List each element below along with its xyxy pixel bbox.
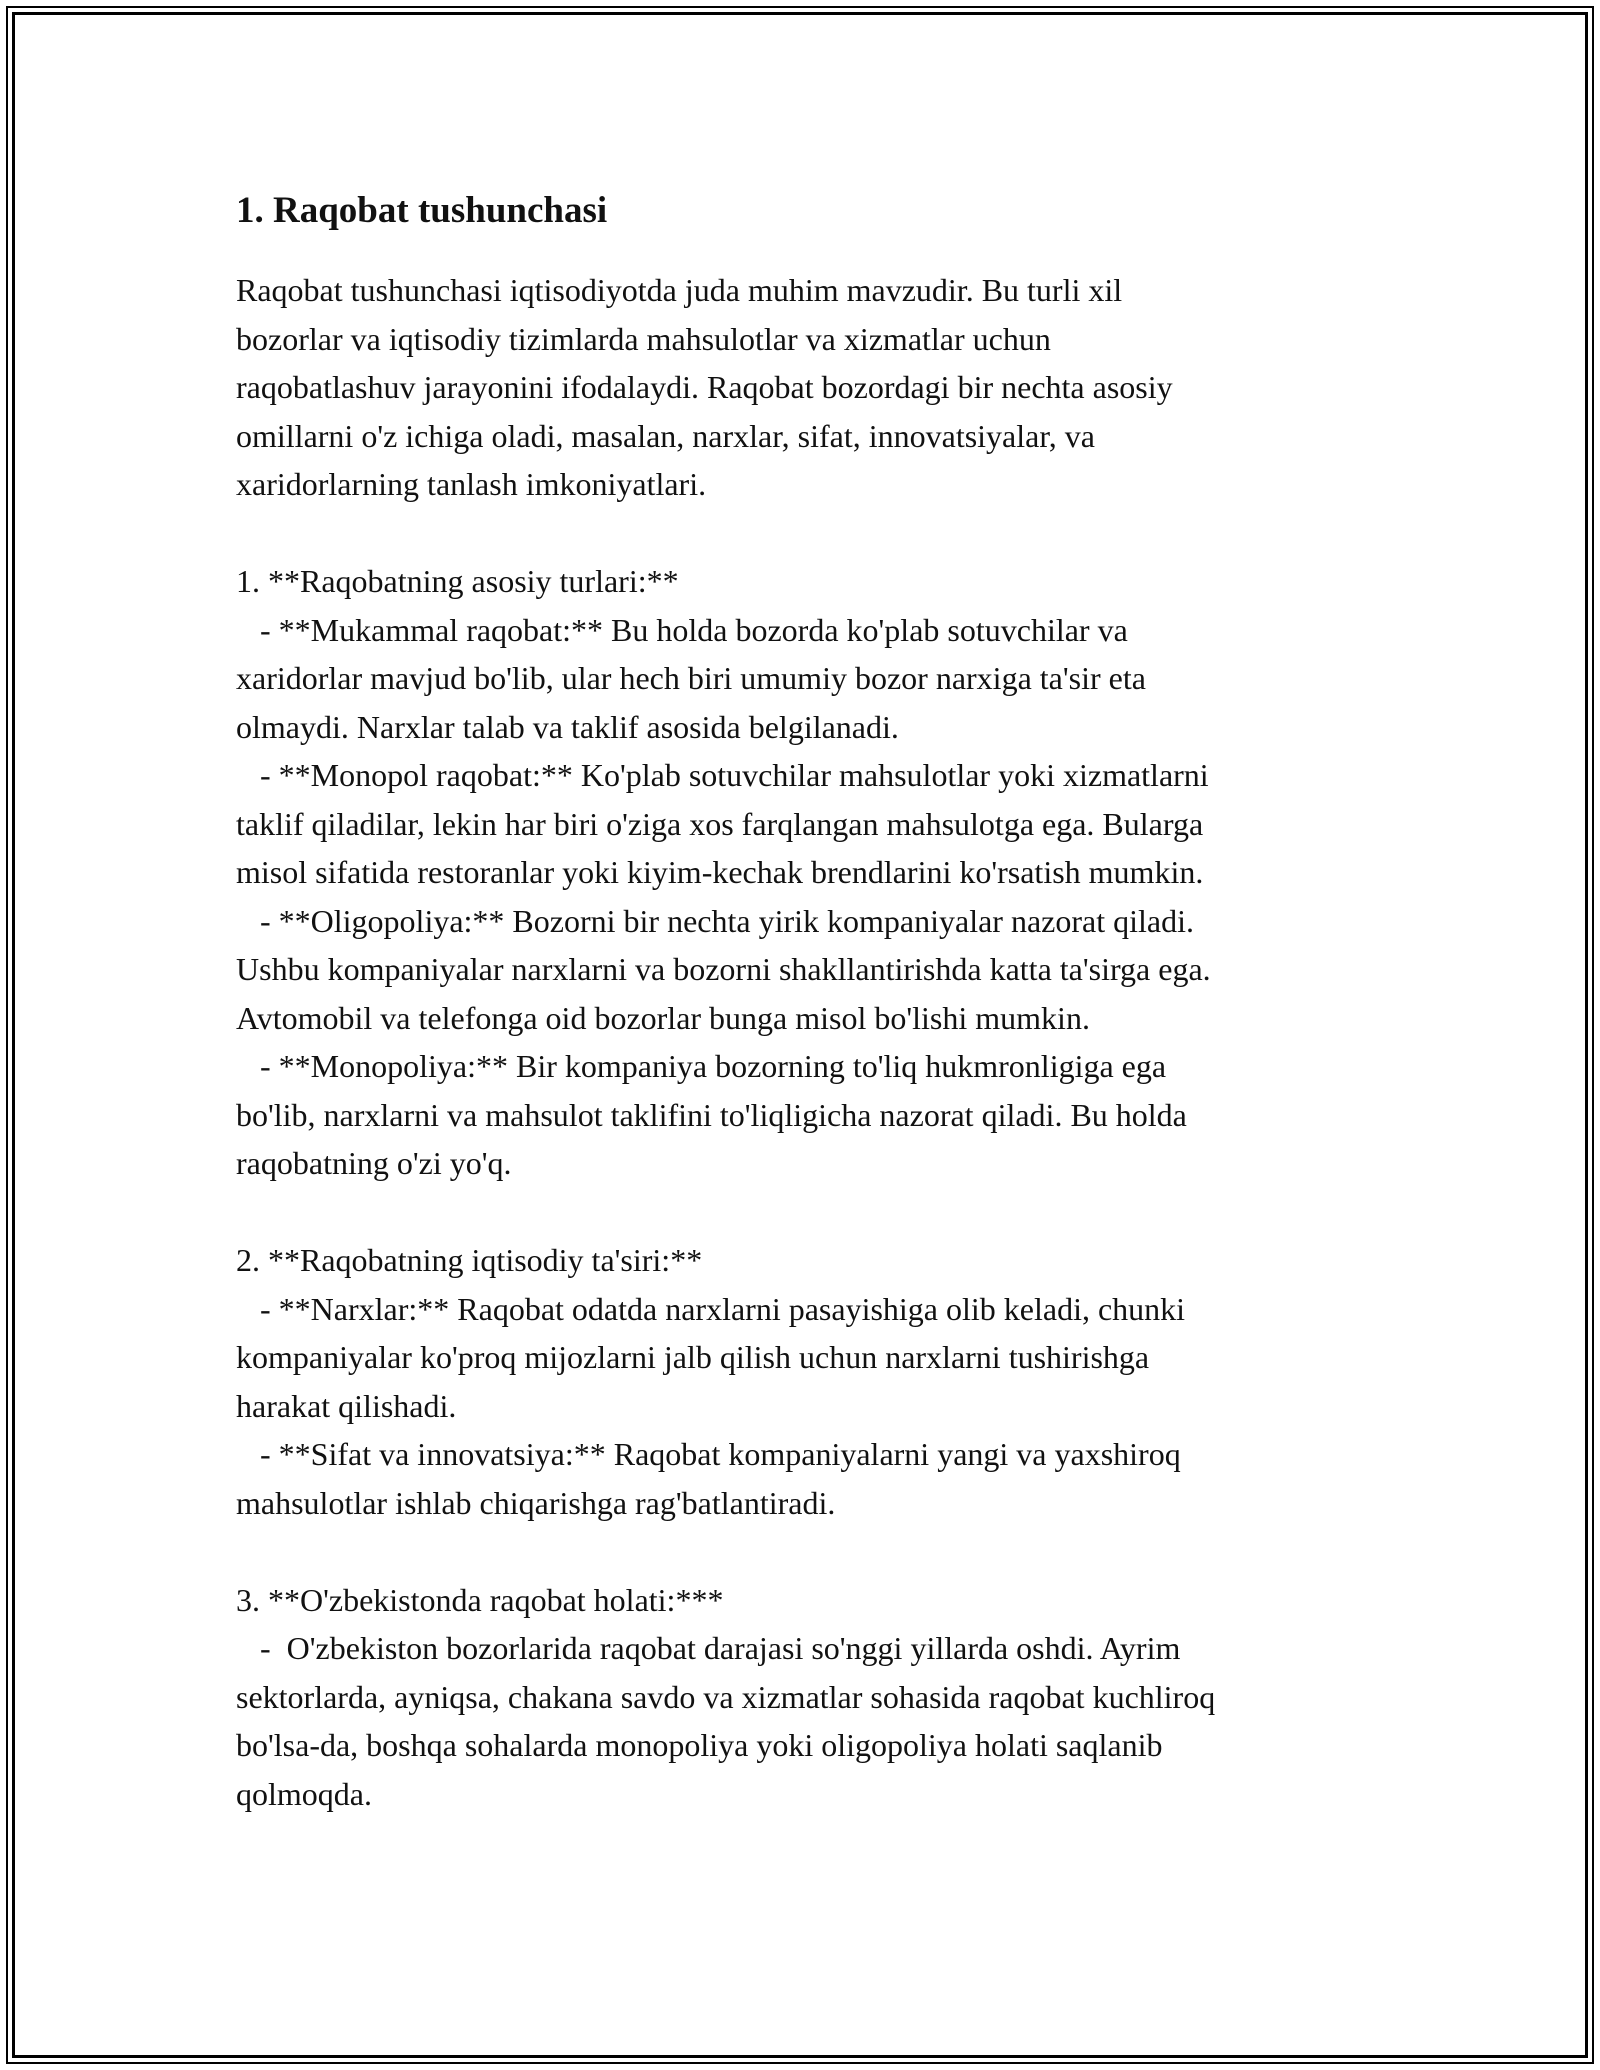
- list-item: - **Mukammal raqobat:** Bu holda bozorda ko'plab sotuvchilar va xaridorlar mavjud bo'lib, ular hech biri umumiy bozor narxiga ta'sir eta olmaydi. Narxlar talab va taklif asosida belgilanadi.: [236, 611, 1146, 745]
- spacer: [236, 509, 1376, 558]
- section-uzbekistan-status: [236, 1576, 1376, 1819]
- document-title: 1. Raqobat tushunchasi: [236, 190, 608, 231]
- section-heading: 3. **O'zbekistonda raqobat holati:***: [236, 1581, 724, 1618]
- list-item: - **Sifat va innovatsiya:** Raqobat kompaniyalarni yangi va yaxshiroq mahsulotlar ishlab chiqarishga rag'batlantiradi.: [236, 1436, 1181, 1521]
- document-body: [236, 186, 1376, 1818]
- section-economic-impact: [236, 1236, 1376, 1527]
- section-heading: 1. **Raqobatning asosiy turlari:**: [236, 563, 679, 599]
- list-item: - **Oligopoliya:** Bozorni bir nechta yirik kompaniyalar nazorat qiladi. Ushbu kompaniyalar narxlarni va bozorni shakllantirishda katta ta'sirga ega. Avtomobil va telefonga oid bozorlar bunga misol bo'lishi mumkin.: [236, 902, 1211, 1036]
- intro-paragraph: Raqobat tushunchasi iqtisodiyotda juda muhim mavzudir. Bu turli xil bozorlar va iqtisodiy tizimlarda mahsulotlar va xizmatlar uchun raqobatlashuv jarayonini ifodalaydi. Raqobat bozordagi bir nechta asosiy omillarni o'z ichiga oladi, masalan, narxlar, sifat, innovatsiyalar, va xaridorlarning tanlash imkoniyatlari.: [236, 272, 1173, 502]
- section-competition-types: [236, 557, 1376, 1188]
- spacer: [236, 1527, 1376, 1576]
- section-heading: 2. **Raqobatning iqtisodiy ta'siri:**: [236, 1242, 703, 1278]
- list-item: - O'zbekiston bozorlarida raqobat darajasi so'nggi yillarda oshdi. Ayrim sektorlarda, ayniqsa, chakana savdo va xizmatlar sohasida raqobat kuchliroq bo'lsa-da, boshqa sohalarda monopoliya yoki oligopoliya holati saqlanib qolmoqda.: [236, 1630, 1216, 1812]
- list-item: - **Narxlar:** Raqobat odatda narxlarni pasayishiga olib keladi, chunki kompaniyalar ko'proq mijozlarni jalb qilish uchun narxlarni tushirishga harakat qilishadi.: [236, 1290, 1186, 1424]
- list-item: - **Monopoliya:** Bir kompaniya bozorning to'liq hukmronligiga ega bo'lib, narxlarni va mahsulot taklifini to'liqligicha nazorat qiladi. Bu holda raqobatning o'zi yo'q.: [236, 1048, 1187, 1181]
- list-item: - **Monopol raqobat:** Ko'plab sotuvchilar mahsulotlar yoki xizmatlarni taklif qiladilar, lekin har biri o'ziga xos farqlangan mahsulotga ega. Bularga misol sifatida restoranlar yoki kiyim-kechak brendlarini ko'rsatish mumkin.: [236, 757, 1209, 890]
- spacer: [236, 1188, 1376, 1237]
